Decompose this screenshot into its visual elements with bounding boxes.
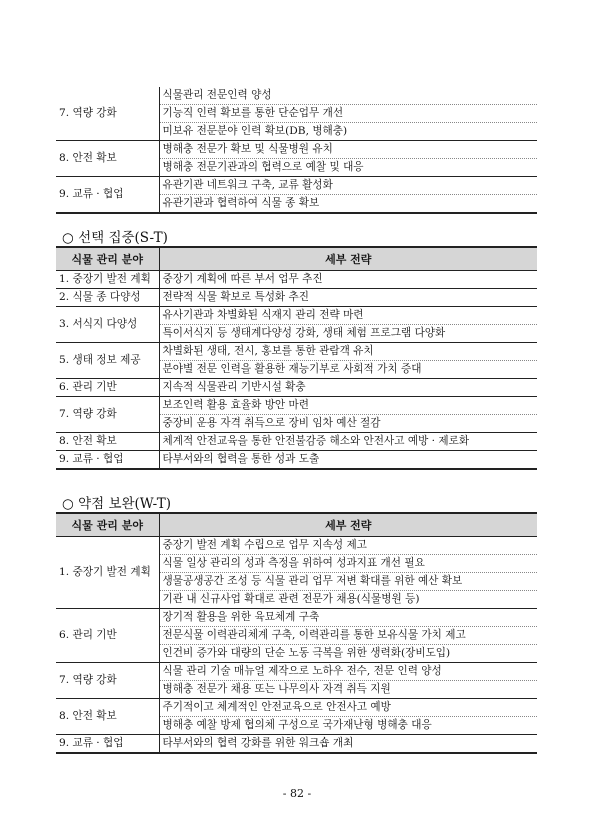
- table-row: [56, 271, 537, 289]
- table-row: [56, 433, 537, 451]
- table-header-row: [56, 513, 537, 537]
- category-cell: 5. 생태 정보 제공: [56, 343, 159, 379]
- detail-cell: 체계적 안전교육을 통한 안전불감증 해소와 안전사고 예방 · 제로화: [159, 433, 537, 451]
- table-header-row: [56, 247, 537, 271]
- detail-cell: 타부서와의 협력을 통한 성과 도출: [159, 451, 537, 470]
- category-cell: 1. 중장기 발전 계획: [56, 537, 159, 609]
- detail-cell: 병해충 전문가 채용 또는 나무의사 자격 취득 지원: [159, 681, 537, 699]
- category-cell: 7. 역량 강화: [56, 663, 159, 699]
- detail-cell: 식물 관리 기술 매뉴얼 제작으로 노하우 전수, 전문 인력 양성: [159, 663, 537, 681]
- detail-cell: 병해충 예찰 방제 협의체 구성으로 국가재난형 병해충 대응: [159, 717, 537, 735]
- detail-cell: 전략적 식물 확보로 특성화 추진: [159, 289, 537, 307]
- table-st: [56, 246, 537, 470]
- detail-cell: 인건비 증가와 대량의 단순 노동 극복을 위한 생력화(장비도입): [159, 645, 537, 663]
- table-row: [56, 609, 537, 627]
- detail-cell: 분야별 전문 인력을 활용한 재능기부로 사회적 가치 증대: [159, 361, 537, 379]
- table-row: [56, 397, 537, 415]
- detail-cell: 특이서식지 등 생태계다양성 강화, 생태 체험 프로그램 다양화: [159, 325, 537, 343]
- detail-cell: 전문식물 이력관리체계 구축, 이력관리를 통한 보유식물 가치 제고: [159, 627, 537, 645]
- category-cell: 6. 관리 기반: [56, 379, 159, 397]
- detail-cell: 장기적 활용을 위한 육묘체계 구축: [159, 609, 537, 627]
- section-title-wt: ○ 약점 보완(W-T): [62, 496, 172, 512]
- detail-cell: 중장기 계획에 따른 부서 업무 추진: [159, 271, 537, 289]
- header-category: 식물 관리 분야: [56, 513, 159, 537]
- header-category: 식물 관리 분야: [56, 247, 159, 271]
- header-detail: 세부 전략: [159, 513, 537, 537]
- category-cell: 8. 안전 확보: [56, 699, 159, 735]
- detail-cell: 기능직 인력 확보를 통한 단순업무 개선: [159, 105, 537, 123]
- category-cell: 6. 관리 기반: [56, 609, 159, 663]
- table-row: [56, 307, 537, 325]
- table-row: [56, 379, 537, 397]
- table-row: [56, 699, 537, 717]
- table-top: [56, 87, 537, 214]
- category-cell: 1. 중장기 발전 계획: [56, 271, 159, 289]
- table-row: [56, 537, 537, 555]
- category-cell: 9. 교류 · 협업: [56, 177, 159, 214]
- detail-cell: 식물관리 전문인력 양성: [159, 87, 537, 105]
- category-cell: 2. 식물 종 다양성: [56, 289, 159, 307]
- category-cell: 9. 교류 · 협업: [56, 735, 159, 754]
- detail-cell: 주기적이고 체계적인 안전교육으로 안전사고 예방: [159, 699, 537, 717]
- header-detail: 세부 전략: [159, 247, 537, 271]
- table-row: [56, 177, 537, 195]
- category-cell: 9. 교류 · 협업: [56, 451, 159, 470]
- detail-cell: 병해충 전문기관과의 협력으로 예찰 및 대응: [159, 159, 537, 177]
- detail-cell: 기관 내 신규사업 확대로 관련 전문가 채용(식물병원 등): [159, 591, 537, 609]
- table-row: [56, 87, 537, 105]
- table-row: [56, 289, 537, 307]
- page-number: - 82 -: [282, 787, 312, 800]
- table-wt: [56, 512, 537, 754]
- detail-cell: 중장비 운용 자격 취득으로 장비 임차 예산 절감: [159, 415, 537, 433]
- table-row: [56, 663, 537, 681]
- category-cell: 3. 서식지 다양성: [56, 307, 159, 343]
- detail-cell: 병해충 전문가 확보 및 식물병원 유치: [159, 141, 537, 159]
- table-row: [56, 735, 537, 754]
- table-row: [56, 451, 537, 470]
- detail-cell: 유관기관과 협력하여 식물 종 확보: [159, 195, 537, 214]
- category-cell: 7. 역량 강화: [56, 397, 159, 433]
- detail-cell: 타부서와의 협력 강화를 위한 워크숍 개최: [159, 735, 537, 754]
- category-cell: 8. 안전 확보: [56, 141, 159, 177]
- detail-cell: 미보유 전문분야 인력 확보(DB, 병해충): [159, 123, 537, 141]
- detail-cell: 중장기 발전 계획 수립으로 업무 지속성 제고: [159, 537, 537, 555]
- detail-cell: 차별화된 생태, 전시, 홍보를 통한 관람객 유치: [159, 343, 537, 361]
- detail-cell: 유사기관과 차별화된 식재지 관리 전략 마련: [159, 307, 537, 325]
- detail-cell: 보조인력 활용 효율화 방안 마련: [159, 397, 537, 415]
- section-title-st: ○ 선택 집중(S-T): [62, 230, 168, 246]
- table-row: [56, 343, 537, 361]
- detail-cell: 식물 일상 관리의 성과 측정을 위하여 성과지표 개선 필요: [159, 555, 537, 573]
- detail-cell: 유관기관 네트워크 구축, 교류 활성화: [159, 177, 537, 195]
- table-row: [56, 141, 537, 159]
- category-cell: 8. 안전 확보: [56, 433, 159, 451]
- category-cell: 7. 역량 강화: [56, 87, 159, 141]
- detail-cell: 지속적 식물관리 기반시설 확충: [159, 379, 537, 397]
- detail-cell: 생물공생공간 조성 등 식물 관리 업무 저변 확대를 위한 예산 확보: [159, 573, 537, 591]
